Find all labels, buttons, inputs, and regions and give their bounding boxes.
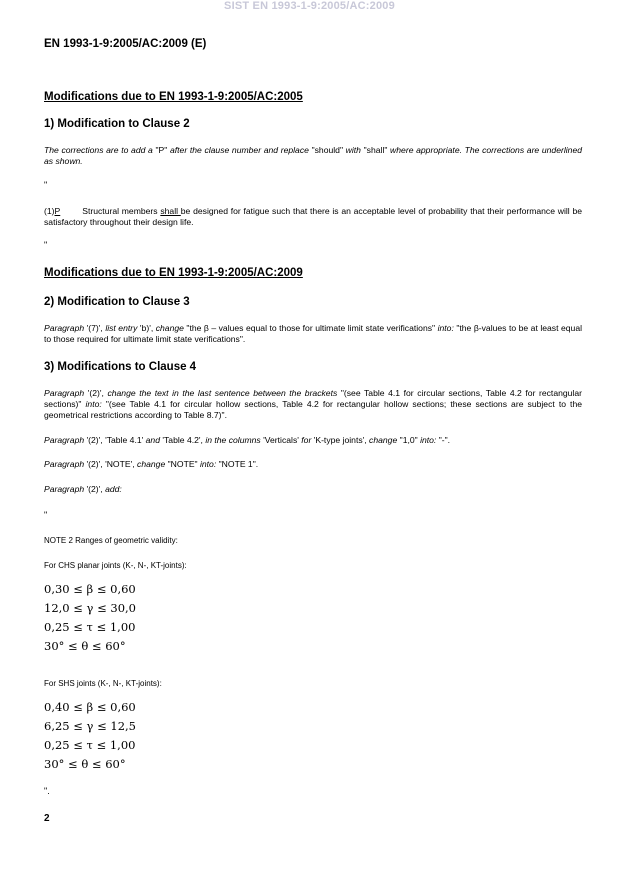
section-3-para-a: [44, 388, 582, 421]
close-quote-1: ": [44, 240, 48, 250]
s3b-j: "1,0": [397, 435, 421, 445]
section-2-title: 2) Modification to Clause 3: [44, 296, 190, 308]
s3b-l: "-".: [436, 435, 451, 445]
heading-ac2009: Modifications due to EN 1993-1-9:2005/AC:2009: [44, 267, 303, 279]
close-quote-2: ".: [44, 786, 50, 796]
open-quote-1: ": [44, 180, 48, 190]
s2-h: "the β-values to be at least equal to those required for ultimate limit state verifications".: [44, 323, 583, 344]
section-2-body: [44, 323, 582, 345]
s3d-b: '(2)',: [84, 484, 106, 494]
chs-range-gamma: 12,0 ≤ γ ≤ 30,0: [44, 601, 136, 615]
shs-ranges: [44, 698, 136, 774]
s2-g: into:: [437, 323, 454, 333]
intro-text-e: with: [343, 145, 364, 155]
s3b-h: 'K-type joints',: [311, 435, 370, 445]
intro-text-d: "should": [311, 145, 344, 155]
s3c-c: change: [137, 459, 166, 469]
s3c-e: into:: [199, 459, 217, 469]
s3a-b: '(2)',: [84, 388, 108, 398]
s3b-i: change: [369, 435, 398, 445]
note-2-title: NOTE 2 Ranges of geometric validity:: [44, 536, 178, 545]
s2-b: '(7)',: [84, 323, 106, 333]
s3c-f: "NOTE 1".: [216, 459, 259, 469]
section-3-para-c: [44, 459, 582, 470]
s3a-f: "(see Table 4.1 for circular hollow sections, Table 4.2 for rectangular hollow sections; these sections are subject to the geometrical restrictions according to Table 8.7)".: [44, 399, 583, 420]
heading-ac2005: Modifications due to EN 1993-1-9:2005/AC:2005: [44, 91, 303, 103]
s3b-b: '(2)', 'Table 4.1': [84, 435, 146, 445]
intro-text-f: "shall": [363, 145, 388, 155]
chs-label: For CHS planar joints (K-, N-, KT-joints):: [44, 561, 187, 570]
section-3-para-b: [44, 435, 582, 446]
document-header: EN 1993-1-9:2005/AC:2009 (E): [44, 38, 207, 50]
s3c-b: '(2)', 'NOTE',: [84, 459, 138, 469]
s2-a: Paragraph: [44, 323, 85, 333]
clause-text-a: Structural members: [82, 206, 161, 216]
s3d-a: Paragraph: [44, 484, 85, 494]
s2-c: list entry: [105, 323, 138, 333]
shs-range-gamma: 6,25 ≤ γ ≤ 12,5: [44, 719, 136, 733]
shs-range-beta: 0,40 ≤ β ≤ 0,60: [44, 700, 136, 714]
section-1-intro: [44, 145, 582, 167]
section-3-title: 3) Modifications to Clause 4: [44, 361, 197, 373]
s3a-c: change the text in the last sentence between the brackets: [107, 388, 338, 398]
s3a-d: "(see Table 4.1 for circular sections, Table 4.2 for rectangular sections)": [44, 388, 582, 409]
s2-f: "the β – values equal to those for ultimate limit state verifications": [183, 323, 438, 333]
chs-range-tau: 0,25 ≤ τ ≤ 1,00: [44, 620, 136, 634]
intro-text-a: The corrections are to add a: [44, 145, 156, 155]
s3b-a: Paragraph: [44, 435, 85, 445]
section-1-title: 1) Modification to Clause 2: [44, 118, 190, 130]
intro-text-g: where appropriate. The corrections are underlined as shown.: [44, 145, 583, 166]
clause-1p: [44, 206, 582, 228]
intro-text-b: "P": [155, 145, 168, 155]
clause-text-b: be designed for fatigue such that there is an acceptable level of probability that their performance will be satisfactory throughout their design life.: [44, 206, 582, 227]
s3b-g: for: [301, 435, 312, 445]
s3b-c: and: [145, 435, 160, 445]
clause-shall: shall: [160, 206, 181, 216]
s3a-a: Paragraph: [44, 388, 85, 398]
clause-number: (1): [44, 206, 55, 216]
s3b-d: 'Table 4.2',: [159, 435, 206, 445]
s3b-f: 'Verticals': [260, 435, 302, 445]
open-quote-2: ": [44, 510, 48, 520]
page-number: 2: [44, 813, 50, 824]
chs-range-beta: 0,30 ≤ β ≤ 0,60: [44, 582, 136, 596]
s3b-e: in the columns: [205, 435, 261, 445]
s3c-a: Paragraph: [44, 459, 85, 469]
s3b-k: into:: [420, 435, 437, 445]
clause-p-marker: P: [54, 206, 61, 216]
s2-d: 'b)',: [137, 323, 156, 333]
s3c-d: "NOTE": [165, 459, 200, 469]
chs-ranges: [44, 580, 136, 656]
s3a-e: into:: [85, 399, 102, 409]
chs-range-theta: 30° ≤ θ ≤ 60°: [44, 639, 126, 653]
s2-e: change: [155, 323, 184, 333]
watermark: SIST EN 1993-1-9:2005/AC:2009: [224, 0, 395, 12]
intro-text-c: after the clause number and replace: [167, 145, 312, 155]
shs-range-theta: 30° ≤ θ ≤ 60°: [44, 757, 126, 771]
s3d-c: add:: [105, 484, 122, 494]
shs-range-tau: 0,25 ≤ τ ≤ 1,00: [44, 738, 136, 752]
shs-label: For SHS joints (K-, N-, KT-joints):: [44, 679, 162, 688]
section-3-para-d: [44, 484, 582, 495]
